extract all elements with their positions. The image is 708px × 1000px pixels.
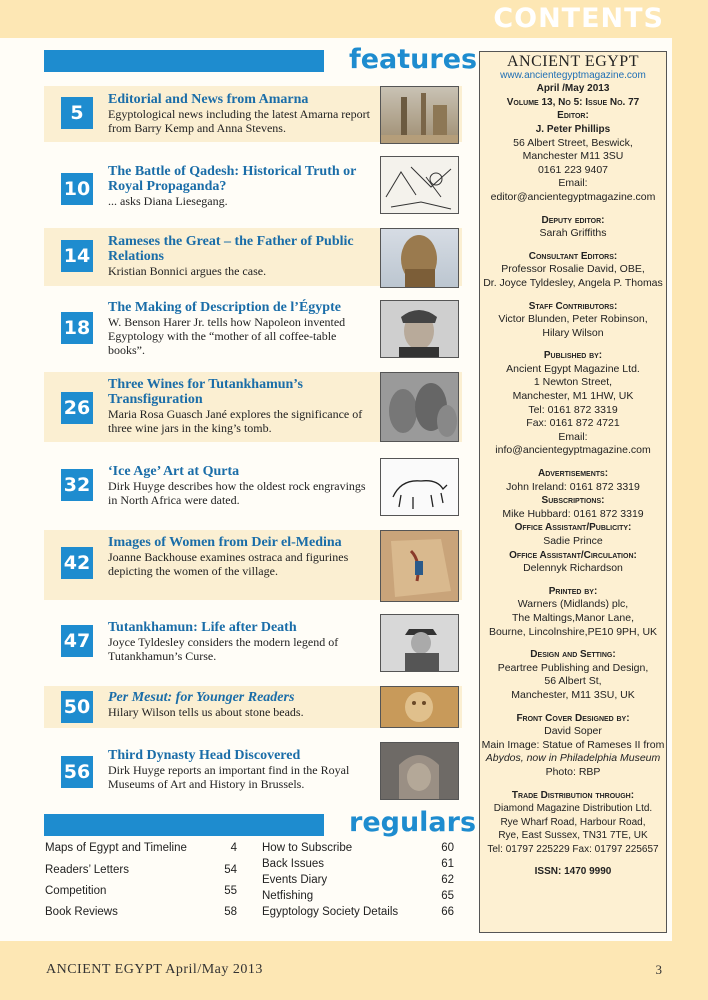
printer-info: Bourne, Lincolnshire,PE10 9PH, UK [488, 625, 658, 638]
consultant-names: Dr. Joyce Tyldesley, Angela P. Thomas [483, 276, 663, 289]
list-item[interactable] [45, 864, 237, 876]
feature-item[interactable] [44, 300, 462, 358]
item-label: Readers’ Letters [45, 864, 129, 876]
features-bar [44, 50, 324, 72]
publisher-email[interactable]: Email: info@ancientegyptmagazine.com [495, 430, 651, 457]
stone-head-photo [380, 742, 459, 800]
trade-info: Rye Wharf Road, Harbour Road, [500, 816, 646, 828]
feature-desc: Dirk Huyge reports an important find in the Royal Museums of Art and History in Brussels. [108, 763, 350, 791]
list-item[interactable] [262, 842, 454, 854]
feature-desc: Hilary Wilson tells us about stone beads. [108, 705, 304, 719]
features-heading: features [349, 44, 478, 75]
item-label: How to Subscribe [262, 842, 353, 854]
page-number-badge: 18 [61, 312, 93, 344]
feature-title: Images of Women from Deir el-Medina [108, 535, 342, 550]
list-item[interactable] [262, 874, 454, 886]
design-info: Peartree Publishing and Design, [497, 661, 649, 674]
printer-info: Warners (Midlands) plc, [517, 598, 629, 611]
feature-title: Rameses the Great – the Father of Public Relations [108, 234, 354, 264]
feature-desc: Kristian Bonnici argues the case. [108, 264, 267, 278]
item-page: 54 [224, 864, 237, 876]
item-page: 66 [441, 906, 454, 918]
napoleon-portrait [380, 300, 459, 358]
feature-title: The Making of Description de l’Égypte [108, 300, 341, 315]
cover-info: Abydos, now in Philadelphia Museum [485, 752, 661, 765]
feature-desc: ... asks Diana Liesegang. [108, 194, 228, 208]
page-number-badge: 32 [61, 469, 93, 501]
cover-info: Main Image: Statue of Rameses II from [481, 738, 665, 751]
consultant-label: Consultant Editors: [528, 250, 618, 262]
publisher-info: Ancient Egypt Magazine Ltd. [506, 362, 640, 375]
feature-desc: W. Benson Harer Jr. tells how Napoleon invented Egyptology with the “mother of all coffee-table books”. [108, 315, 346, 357]
deputy-name: Sarah Griffiths [539, 227, 607, 240]
feature-title: Three Wines for Tutankhamun’s Transfiguration [108, 377, 303, 407]
publisher-info: Fax: 0161 872 4721 [526, 417, 620, 430]
editor-address: Manchester M11 3SU [522, 150, 624, 163]
consultant-names: Professor Rosalie David, OBE, [501, 263, 645, 276]
feature-desc: Egyptological news including the latest Amarna report from Barry Kemp and Anna Stevens. [108, 107, 370, 135]
feature-item[interactable] [44, 372, 462, 442]
contents-title: CONTENTS [493, 3, 664, 34]
rameses-statue-photo [380, 228, 459, 288]
magazine-name: ANCIENT EGYPT [507, 53, 639, 70]
office-circulation-label: Office Assistant/Circulation: [509, 549, 637, 561]
feature-desc: Joanne Backhouse examines ostraca and figurines depicting the women of the village. [108, 550, 349, 578]
feature-title: Tutankhamun: Life after Death [108, 620, 297, 635]
item-page: 4 [230, 842, 237, 854]
trade-info: Diamond Magazine Distribution Ltd. [493, 803, 653, 815]
feature-item[interactable] [44, 156, 462, 212]
staff-names: Victor Blunden, Peter Robinson, [498, 313, 648, 326]
item-page: 65 [441, 890, 454, 902]
wine-jars-photo [380, 372, 459, 442]
list-item[interactable] [45, 842, 237, 854]
feature-desc: Dirk Huyge describes how the oldest rock engravings in North Africa were dated. [108, 479, 366, 507]
item-page: 60 [441, 842, 454, 854]
editor-phone: 0161 223 9407 [537, 163, 609, 176]
published-label: Published by: [543, 350, 603, 362]
feature-item[interactable] [44, 530, 462, 600]
design-info: Manchester, M11 3SU, UK [511, 688, 635, 701]
list-item[interactable] [262, 890, 454, 902]
feature-item[interactable] [44, 742, 462, 800]
office-publicity-label: Office Assistant/Publicity: [514, 522, 632, 534]
item-label: Back Issues [262, 858, 324, 870]
regulars-heading: regulars [349, 807, 477, 838]
list-item[interactable] [45, 906, 237, 918]
cover-info: Photo: RBP [545, 765, 601, 778]
excavation-photo [380, 86, 459, 144]
feature-item[interactable] [44, 686, 462, 728]
feature-title: Editorial and News from Amarna [108, 92, 309, 107]
staff-names: Hilary Wilson [542, 326, 604, 339]
trade-info: Rye, East Sussex, TN31 7TE, UK [498, 830, 648, 842]
editor-email[interactable]: Email: editor@ancientegyptmagazine.com [490, 177, 656, 203]
item-label: Competition [45, 885, 107, 897]
page-number: 3 [655, 962, 662, 977]
page-number-badge: 42 [61, 547, 93, 579]
issue-date: April /May 2013 [536, 83, 610, 95]
website-link[interactable]: www.ancientegyptmagazine.com [500, 69, 646, 81]
list-item[interactable] [262, 906, 454, 918]
printer-info: The Maltings,Manor Lane, [512, 611, 634, 624]
deputy-label: Deputy editor: [541, 214, 605, 226]
carter-photo [380, 614, 459, 672]
feature-desc: Maria Rosa Guasch Jané explores the significance of three wine jars in the king’s tomb. [108, 407, 363, 435]
page-number-badge: 10 [61, 173, 93, 205]
editor-name: J. Peter Phillips [535, 123, 611, 135]
feature-item[interactable] [44, 458, 462, 516]
subs-value: Mike Hubbard: 0161 872 3319 [502, 507, 644, 520]
item-label: Book Reviews [45, 906, 118, 918]
feature-item[interactable] [44, 228, 462, 286]
item-page: 58 [224, 906, 237, 918]
ads-value: John Ireland: 0161 872 3319 [506, 480, 640, 493]
ads-label: Advertisements: [537, 468, 609, 480]
page-number-badge: 5 [61, 97, 93, 129]
page-number-badge: 50 [61, 691, 93, 723]
item-label: Maps of Egypt and Timeline [45, 842, 187, 854]
design-info: 56 Albert St, [544, 675, 602, 688]
battle-relief-drawing [380, 156, 459, 214]
cover-label: Front Cover Designed by: [516, 712, 630, 724]
editor-address: 56 Albert Street, Beswick, [513, 136, 633, 149]
cover-info: David Soper [544, 725, 602, 738]
feature-title: Third Dynasty Head Discovered [108, 748, 301, 763]
list-item[interactable] [262, 858, 454, 870]
volume-info: Volume 13, No 5: Issue No. 77 [506, 96, 640, 108]
trade-info: Tel: 01797 225229 Fax: 01797 225657 [487, 843, 659, 855]
publisher-info: Tel: 0161 872 3319 [528, 403, 618, 416]
ostracon-photo [380, 530, 459, 602]
editor-label: Editor: [557, 110, 589, 122]
page-number-badge: 47 [61, 625, 93, 657]
feature-desc: Joyce Tyldesley considers the modern legend of Tutankhamun’s Curse. [108, 635, 339, 663]
item-label: Events Diary [262, 874, 328, 886]
publisher-info: Manchester, M1 1HW, UK [512, 390, 634, 403]
feature-title: ‘Ice Age’ Art at Qurta [108, 464, 240, 479]
item-label: Egyptology Society Details [262, 906, 399, 918]
page-number-badge: 56 [61, 756, 93, 788]
page-number-badge: 14 [61, 240, 93, 272]
feature-title: Per Mesut: for Younger Readers [108, 690, 295, 705]
staff-label: Staff Contributors: [528, 300, 618, 312]
list-item[interactable] [45, 885, 237, 897]
publisher-info: 1 Newton Street, [533, 376, 613, 389]
issn: ISSN: 1470 9990 [534, 866, 612, 878]
stone-bead-photo [380, 686, 459, 728]
rock-engraving-drawing [380, 458, 459, 516]
item-page: 62 [441, 874, 454, 886]
item-page: 61 [441, 858, 454, 870]
printed-label: Printed by: [548, 585, 598, 597]
office-publicity-value: Sadie Prince [543, 535, 603, 547]
design-label: Design and Setting: [530, 649, 616, 661]
feature-item[interactable] [44, 614, 462, 672]
item-label: Netfishing [262, 890, 314, 902]
feature-title: The Battle of Qadesh: Historical Truth or Royal Propaganda? [108, 164, 357, 194]
feature-item[interactable] [44, 86, 462, 142]
page-number-badge: 26 [61, 392, 93, 424]
trade-label: Trade Distribution through: [511, 789, 635, 801]
footer-title: ANCIENT EGYPT April/May 2013 [46, 962, 263, 977]
office-circulation-value: Delennyk Richardson [523, 562, 623, 575]
regulars-bar [44, 814, 324, 836]
item-page: 55 [224, 885, 237, 897]
subs-label: Subscriptions: [541, 495, 605, 507]
masthead-panel [479, 51, 667, 933]
